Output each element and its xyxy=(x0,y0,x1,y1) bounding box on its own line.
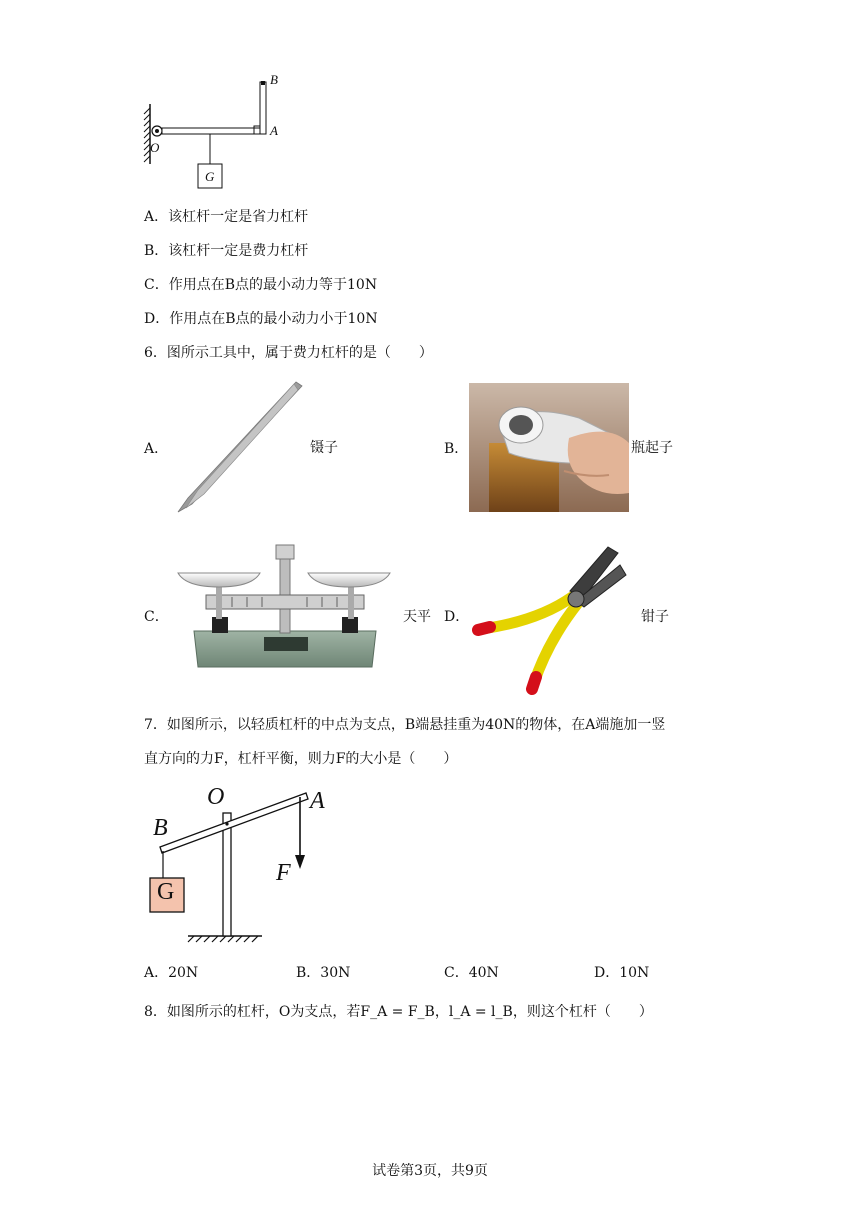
pliers-image xyxy=(468,541,633,696)
q5-option-d: D．作用点在B点的最小动力小于10N xyxy=(144,311,378,327)
q7-stem-line2: 直方向的力F，杠杆平衡，则力F的大小是（ ） xyxy=(144,751,458,767)
q6-option-c-caption: 天平 xyxy=(403,609,431,625)
q5-option-b: B．该杠杆一定是费力杠杆 xyxy=(144,243,309,259)
page-footer: 试卷第3页，共9页 xyxy=(372,1163,488,1179)
q7-label-B: B xyxy=(153,815,168,841)
q6-option-b-letter: B． xyxy=(444,441,469,457)
q8-stem-text: 8．如图所示的杠杆，O为支点，若F_A = F_B，l_A = l_B，则这个杠杆（ ） xyxy=(144,1004,653,1020)
q6-option-d-letter: D． xyxy=(444,609,470,625)
q5-label-B: B xyxy=(270,72,278,87)
q7-option-d: D．10N xyxy=(594,965,650,981)
q6-option-c-letter: C． xyxy=(144,609,169,625)
q6-stem: 6．图所示工具中，属于费力杠杆的是（ ） xyxy=(144,345,433,361)
q7-label-A: A xyxy=(310,788,325,814)
q6-option-a-caption: 镊子 xyxy=(310,440,338,456)
q5-option-c: C．作用点在B点的最小动力等于10N xyxy=(144,277,378,293)
bottle-opener-image xyxy=(469,383,629,512)
q7-label-F: F xyxy=(276,860,291,886)
q5-label-A: A xyxy=(270,123,278,138)
q5-label-G: G xyxy=(205,169,215,184)
balance-scale-image xyxy=(172,543,398,671)
q5-option-a: A．该杠杆一定是省力杠杆 xyxy=(144,209,309,225)
q5-label-O: O xyxy=(150,140,160,155)
q7-label-G: G xyxy=(157,879,175,905)
q7-option-b: B．30N xyxy=(296,965,351,981)
q7-stem-line1: 7．如图所示，以轻质杠杆的中点为支点，B端悬挂重为40N的物体，在A端施加一竖 xyxy=(144,717,666,733)
tweezers-image xyxy=(168,378,308,516)
q5-lever-figure xyxy=(140,76,290,191)
q6-option-a-letter: A． xyxy=(144,441,169,457)
q7-option-c: C．40N xyxy=(444,965,499,981)
q7-option-a: A．20N xyxy=(144,965,199,981)
q8-stem xyxy=(144,1002,653,1022)
q7-label-O: O xyxy=(207,784,225,810)
q6-option-d-caption: 钳子 xyxy=(641,609,669,625)
q6-option-b-caption: 瓶起子 xyxy=(631,440,673,456)
